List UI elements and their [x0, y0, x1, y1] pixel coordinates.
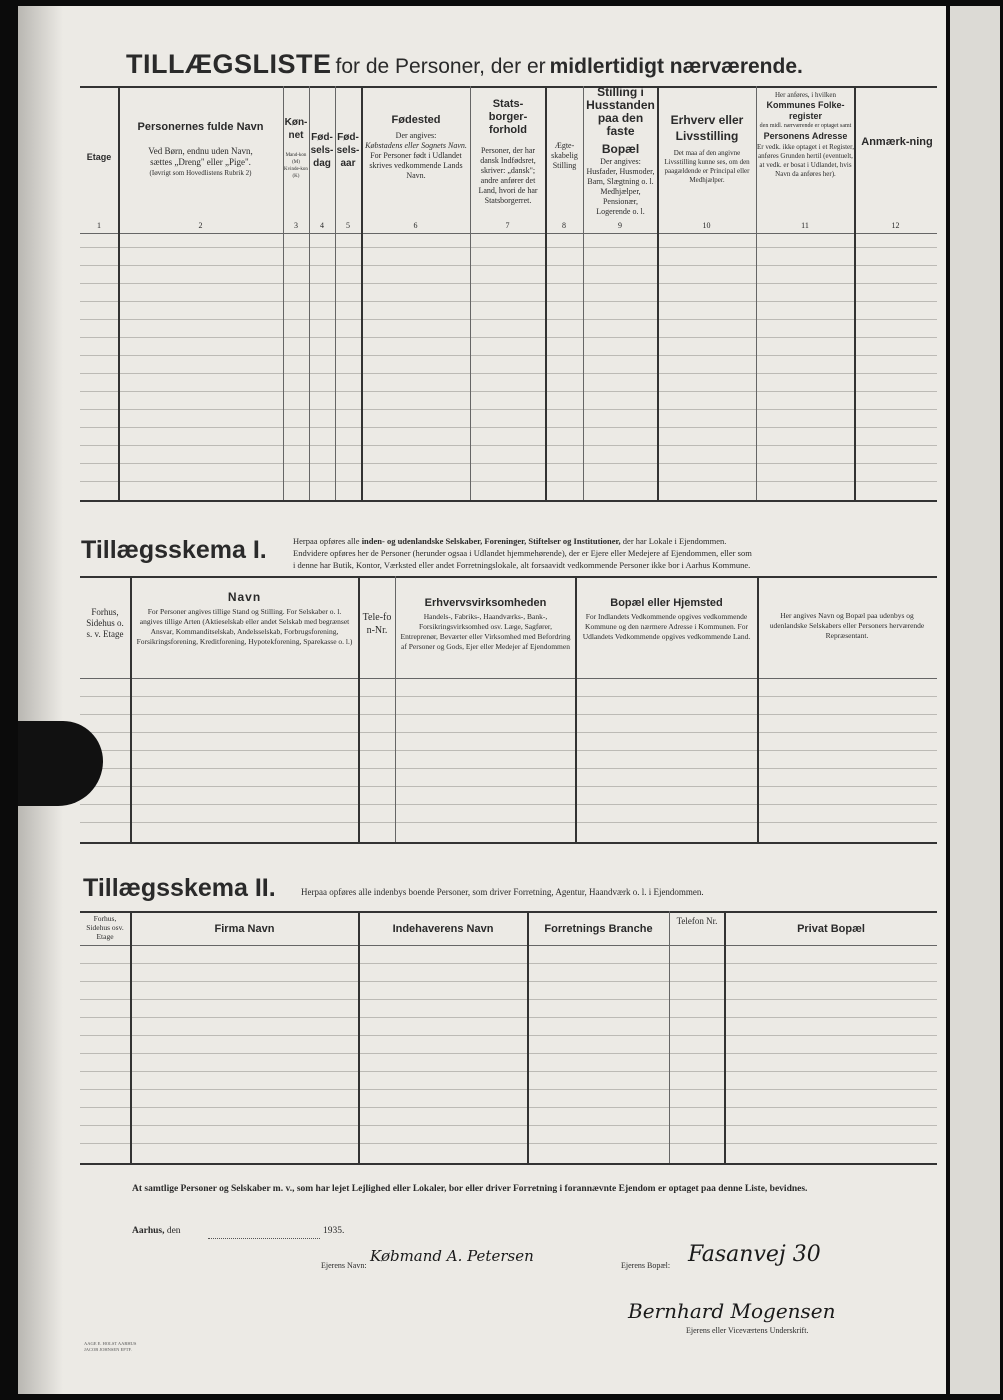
col-remark-header: Anmærk-ning	[861, 136, 933, 148]
col-number: 9	[618, 221, 622, 230]
date-line: Aarhus, den	[132, 1226, 181, 1236]
col-birthday-header: Fød-sels-dag	[310, 132, 334, 169]
thumb-shadow	[18, 721, 103, 806]
adjacent-page-edge	[950, 6, 1000, 1394]
col-number: 12	[891, 221, 900, 230]
certification-text: At samtlige Personer og Selskaber m. v., som har lejet Lejlighed eller Lokaler, bor eller driver Forretning i forannævnte Ejendom er optaget paa denne Liste, bevidnes.	[132, 1184, 808, 1194]
col-number: 2	[198, 221, 203, 230]
col-name-header: Personernes fulde Navn	[137, 121, 264, 133]
col-number: 5	[346, 221, 350, 230]
date-year: 1935.	[323, 1226, 345, 1236]
s2-col-firm-header: Firma Navn	[214, 923, 275, 935]
col-household-header: Stilling i Husstanden paa den faste	[586, 85, 655, 138]
owner-address-handwritten: Fasanvej 30	[688, 1242, 821, 1267]
page-title: TILLÆGSLISTE for de Personer, der er midlertidigt nærværende.	[126, 49, 803, 79]
col-gender-header: Køn-net	[284, 117, 308, 141]
col-occupation-desc: Det maa af den angivne Livsstilling kunne ses, om den paagældende er Principal eller Medhjælper.	[664, 149, 750, 184]
schedule-2-title: Tillægsskema II.	[83, 874, 276, 902]
printer-imprint: AAGE E. HOLST AARHUS JACOB JOHNSEN EFTF.	[84, 1341, 137, 1352]
col-number: 1	[97, 221, 101, 230]
s1-col-representative-desc: Her angives Navn og Bopæl paa udenbys og udenlandske Selskabers eller Personers herværende Repræsentant.	[769, 611, 925, 640]
s2-col-branch-header: Forretnings Branche	[544, 923, 653, 935]
col-number: 3	[294, 221, 298, 230]
s1-col-phone-header: Tele-fon-Nr.	[362, 612, 392, 636]
col-birthplace-header: Fødested	[391, 114, 441, 126]
s2-col-floor-header: Forhus, Sidehus osv. Etage	[86, 914, 124, 941]
col-etage-header: Etage	[86, 152, 112, 162]
col-birthplace-desc: Der angives: Købstadens eller Sognets Navn. For Personer født i Udlandet skrives vedkommende Lands Navn.	[365, 131, 467, 180]
col-citizenship-header: Stats-borger-forhold	[488, 98, 528, 136]
col-marital-header: Ægte-skabelig Stilling	[551, 141, 578, 170]
col-name-desc: Ved Børn, endnu uden Navn, sættes „Dreng" eller „Pige". (Iøvrigt som Hovedlistens Rubrik 2)	[148, 146, 253, 177]
col-number: 11	[801, 221, 809, 230]
schedule-1-desc: Herpaa opføres alle inden- og udenlandske Selskaber, Foreninger, Stiftelser og Institutioner, der har Lokale i Ejendommen. Endvidere opføres her de Personer (herunder ogsaa i Udlandet hjemmehørende), der er Ejere eller Medejere af Ejendommen, eller som i denne har Butik, Kontor, Værksted eller andet Forretningslokale, alt forsaavidt vedkommende Personer ikke bor i Aarhus Kommune.	[293, 536, 752, 570]
s2-col-owner-header: Indehaverens Navn	[392, 923, 494, 935]
col-register-header: Her anføres, i hvilken Kommunes Folke-register den midl. nærværende er optaget samt Personens Adresse Er vedk. ikke optaget i et Register, anføres Grunden hertil (eventuelt, at vedk. er bosat i Udlandet, hvis Navn da anføres her).	[757, 91, 854, 178]
col-citizenship-desc: Personer, der har dansk Indfødsret, skriver: „dansk"; andre anfører det Land, hvori de har Statsborgerret.	[478, 146, 538, 205]
signature-handwritten: Bernhard Mogensen	[628, 1299, 836, 1323]
s2-col-phone-header: Telefon Nr.	[676, 916, 718, 926]
owner-name-label: Ejerens Navn:	[321, 1261, 367, 1270]
col-number: 4	[320, 221, 324, 230]
s2-col-address-header: Privat Bopæl	[797, 923, 865, 935]
s1-col-name-header: Navn	[227, 590, 262, 604]
s1-col-business-desc: Handels-, Fabriks-, Haandværks-, Bank-, Forsikringsvirksomhed osv. Læge, Sagfører, Entreprenør, Beværter eller Virksomhed med Befordring af Personer og Gods, Ejer eller Medejer af Ejendommen	[400, 612, 571, 651]
col-birthyear-header: Fød-sels-aar	[336, 132, 360, 169]
col-number: 10	[702, 221, 711, 230]
s1-col-residence-desc: For Indlandets Vedkommende opgives vedkommende Kommune og den nærmere Adresse i Kommunen. For Udlandets Vedkommende opgives vedkommende Land.	[582, 612, 751, 641]
s1-col-name-desc: For Personer angives tillige Stand og Stilling. For Selskaber o. l. angives tillige Arten (Aktieselskab eller andet Selskab med begrænset Ansvar, Kommanditselskab, Andelsselskab, Forbrugsforening, Forsikringsforening, Kreditforening, Hypotekforening, Sparekasse o. l.)	[136, 607, 353, 646]
s1-col-floor-header: Forhus, Sidehus o. s. v. Etage	[86, 607, 124, 639]
s1-col-business-header: Erhvervsvirksomheden	[424, 597, 547, 609]
col-gender-desc: Mand-kon (M) Kvinde-kon (K)	[284, 153, 308, 179]
col-household-bopael: Bopæl	[601, 142, 640, 156]
schedule-2-desc: Herpaa opføres alle indenbys boende Personer, som driver Forretning, Agentur, Haandværk o. l. i Ejendommen.	[301, 887, 704, 897]
owner-address-label: Ejerens Bopæl:	[621, 1261, 671, 1270]
s1-col-residence-header: Bopæl eller Hjemsted	[610, 597, 723, 609]
schedule-1-title: Tillægsskema I.	[81, 536, 267, 564]
signature-label: Ejerens eller Viceværtens Underskrift.	[686, 1326, 809, 1335]
col-occupation-header: Erhverv eller Livsstilling	[670, 113, 744, 143]
col-household-desc: Der angives: Husfader, Husmoder, Barn, Slægtning o. l. Medhjælper, Pensionær, Logerende o. l.	[586, 157, 655, 216]
col-number: 7	[505, 221, 510, 230]
form-page	[18, 6, 946, 1394]
owner-name-handwritten: Købmand A. Petersen	[370, 1247, 534, 1265]
col-number: 6	[413, 221, 418, 230]
col-number: 8	[562, 221, 566, 230]
